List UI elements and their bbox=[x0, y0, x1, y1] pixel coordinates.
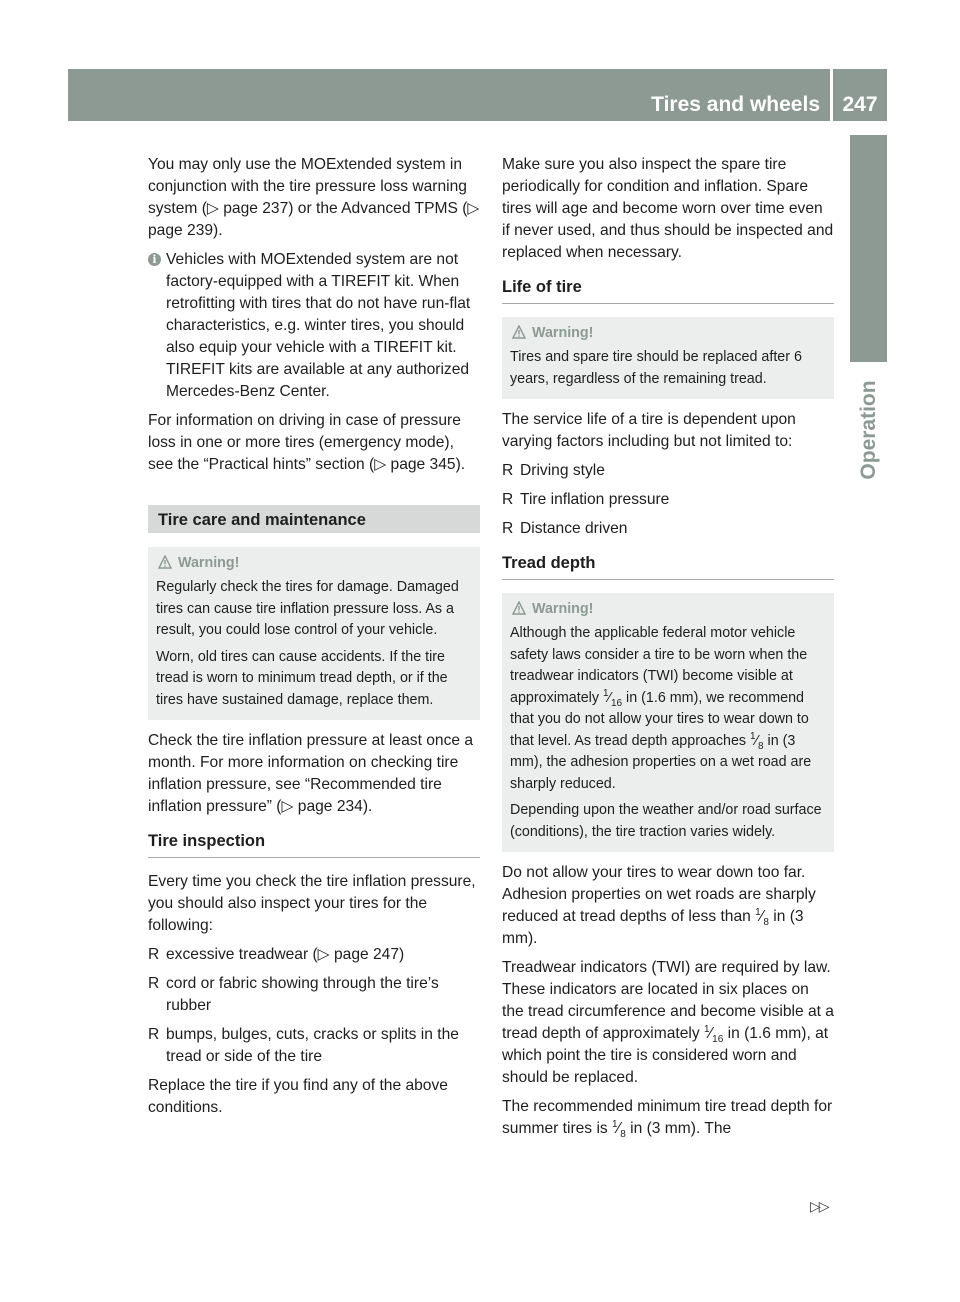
warning-heading bbox=[510, 599, 826, 619]
tread-paragraph bbox=[502, 862, 834, 950]
warning-box bbox=[148, 547, 480, 720]
warning-box bbox=[502, 317, 834, 399]
left-column bbox=[148, 154, 480, 1126]
warning-text: Depending upon the weather and/or road surface (conditions), the tire traction varies widely. bbox=[510, 802, 822, 840]
side-tab-label: Operation bbox=[856, 380, 880, 480]
warning-box bbox=[502, 593, 834, 852]
text-run: Treadwear indicators (TWI) are required by law. These indicators are located in six places on the tread circumference and become visible at a tread depth of approximately bbox=[502, 959, 834, 1042]
inspection-list bbox=[148, 944, 480, 1068]
list-item: R cord or fabric showing through the tire’s rubber bbox=[166, 973, 480, 1017]
warning-triangle-icon bbox=[512, 601, 526, 615]
warning-label: Warning! bbox=[178, 555, 240, 571]
text-run: in (3 mm). bbox=[502, 908, 804, 947]
list-item: R Tire inflation pressure bbox=[520, 489, 834, 511]
warning-triangle-icon bbox=[512, 325, 526, 339]
warning-text: Regularly check the tires for damage. Damaged tires can cause tire inflation pressure loss. As a result, you could lose control of your vehicle. bbox=[156, 579, 459, 638]
factors-list bbox=[502, 460, 834, 540]
side-tab-block bbox=[850, 135, 887, 362]
warning-text bbox=[510, 623, 826, 795]
warning-label: Warning! bbox=[532, 601, 594, 617]
warning-text: Tires and spare tire should be replaced after 6 years, regardless of the remaining tread. bbox=[510, 349, 802, 387]
list-item: R excessive treadwear (▷ page 247) bbox=[166, 944, 480, 966]
emergency-paragraph: For information on driving in case of pressure loss in one or more tires (emergency mode), see the “Practical hints” section (▷ page 345). bbox=[148, 412, 466, 473]
continue-arrow-icon: ▷▷ bbox=[810, 1198, 828, 1214]
warning-heading bbox=[156, 553, 472, 573]
section-title: Tire care and maintenance bbox=[148, 505, 480, 533]
subheading-tire-inspection: Tire inspection bbox=[148, 830, 480, 858]
running-header-title: Tires and wheels bbox=[651, 93, 820, 116]
subheading-life-of-tire: Life of tire bbox=[502, 276, 834, 304]
minimum-depth-paragraph bbox=[502, 1096, 834, 1140]
right-column bbox=[502, 154, 834, 1147]
info-note-text: Vehicles with MOExtended system are not factory-equipped with a TIREFIT kit. When retrofitting with tires that do not have run-flat characteristics, e.g. winter tires, you should also equip your vehicle with a TIREFIT kit. TIREFIT kits are available at any authorized Mercedes-Benz Center. bbox=[166, 251, 471, 400]
text-run: The recommended minimum tire tread depth for summer tires is bbox=[502, 1098, 833, 1137]
text-run: in (3 mm). The bbox=[630, 1120, 732, 1137]
text-run: Although the applicable federal motor vehicle safety laws consider a tire to be worn when the treadwear indicators (TWI) become visible at approximately bbox=[510, 625, 808, 706]
side-tab bbox=[850, 370, 887, 490]
replace-paragraph: Replace the tire if you find any of the above conditions. bbox=[148, 1077, 448, 1116]
fraction: $^1⁄_8$ bbox=[750, 730, 764, 752]
fraction: $^1⁄_{16}$ bbox=[703, 1023, 724, 1046]
list-item: R bumps, bulges, cuts, cracks or splits in the tread or side of the tire bbox=[166, 1024, 480, 1068]
subheading-tread-depth: Tread depth bbox=[502, 552, 834, 580]
info-note bbox=[148, 249, 480, 403]
twi-paragraph bbox=[502, 957, 834, 1089]
warning-triangle-icon bbox=[158, 555, 172, 569]
text-run: Do not allow your tires to wear down too far. Adhesion properties on wet roads are sharply reduced at tread depths of less than bbox=[502, 864, 816, 925]
fraction: $^1⁄_8$ bbox=[755, 906, 769, 929]
list-item: R Driving style bbox=[520, 460, 834, 482]
inspection-paragraph: Every time you check the tire inflation pressure, you should also inspect your tires for the following: bbox=[148, 873, 476, 934]
text-run: in (1.6 mm), we recommend that you do not allow your tires to wear down to that level. As tread depth approaches bbox=[510, 689, 809, 749]
fraction: $^1⁄_8$ bbox=[612, 1118, 626, 1141]
service-life-paragraph: The service life of a tire is dependent upon varying factors including but not limited to: bbox=[502, 411, 796, 450]
inflation-paragraph: Check the tire inflation pressure at least once a month. For more information on checking tire inflation pressure, see “Recommended tire inflation pressure” (▷ page 234). bbox=[148, 732, 474, 815]
fraction: $^1⁄_{16}$ bbox=[602, 687, 623, 709]
warning-text: Worn, old tires can cause accidents. If the tire tread is worn to minimum tread depth, or if the tires have sustained damage, replace them. bbox=[156, 648, 448, 708]
spare-tire-paragraph: Make sure you also inspect the spare tire periodically for condition and inflation. Spare tires will age and become worn over time even if never used, and thus should be inspected and replaced when necessary. bbox=[502, 156, 834, 261]
page-number: 247 bbox=[833, 69, 887, 121]
text-run: in (1.6 mm), at which point the tire is considered worn and should be replaced. bbox=[502, 1025, 829, 1086]
info-icon: i bbox=[148, 253, 161, 266]
warning-label: Warning! bbox=[532, 325, 594, 341]
text-run: in (3 mm), the adhesion properties on a wet road are sharply reduced. bbox=[510, 732, 812, 792]
warning-heading bbox=[510, 323, 826, 343]
intro-paragraph: You may only use the MOExtended system in conjunction with the tire pressure loss warning system (▷ page 237) or the Advanced TPMS (▷ page 239). bbox=[148, 156, 480, 239]
list-item: R Distance driven bbox=[520, 518, 834, 540]
